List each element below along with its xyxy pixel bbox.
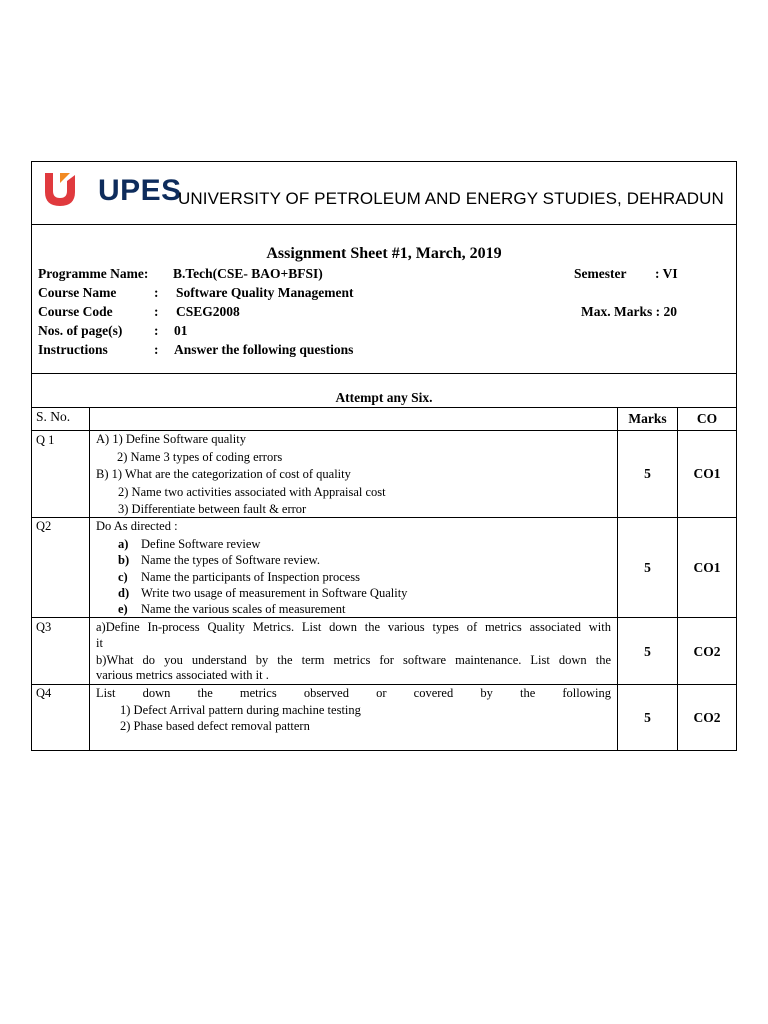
q2-intro: Do As directed :: [96, 519, 178, 533]
q2-item-text: Write two usage of measurement in Software Quality: [141, 586, 408, 600]
col-divider-question: [617, 407, 618, 751]
q4-line: 2) Phase based defect removal pattern: [120, 719, 310, 733]
university-name: UNIVERSITY OF PETROLEUM AND ENERGY STUDIES, DEHRADUN: [178, 189, 724, 208]
q1-line: 2) Name 3 types of coding errors: [117, 450, 283, 464]
instructions-label: Instructions: [38, 342, 108, 357]
logo-text: UPES: [98, 174, 182, 207]
q4-marks: 5: [644, 710, 651, 725]
assignment-title: Assignment Sheet #1, March, 2019: [266, 245, 502, 262]
q3-line: b)What do you understand by the term metrics for software maintenance. List down the: [96, 653, 611, 667]
course-code-colon: :: [154, 304, 159, 319]
course-name-value: Software Quality Management: [176, 285, 354, 300]
semester-value: : VI: [655, 266, 678, 281]
q1-line: A) 1) Define Software quality: [96, 432, 246, 446]
q4-line: List down the metrics observed or covered by the following: [96, 686, 611, 700]
q2-marks: 5: [644, 560, 651, 575]
q3-line: it: [96, 636, 103, 650]
table-header-top: [31, 407, 737, 408]
q3-co: CO2: [693, 644, 721, 659]
border-top: [31, 161, 737, 162]
max-marks: Max. Marks : 20: [581, 304, 677, 319]
q2-co: CO1: [693, 560, 721, 575]
upes-logo: [44, 169, 184, 209]
header-co: CO: [696, 411, 718, 426]
q1-line: 2) Name two activities associated with Appraisal cost: [118, 485, 386, 499]
pages-value: 01: [174, 323, 188, 338]
assignment-sheet: [31, 161, 737, 751]
q1-line: B) 1) What are the categorization of cost of quality: [96, 467, 351, 481]
q2-item-text: Define Software review: [141, 537, 261, 551]
header-marks: Marks: [628, 411, 667, 426]
q1-marks: 5: [644, 466, 651, 481]
q2-item-letter: b): [118, 553, 130, 567]
course-name-label: Course Name: [38, 285, 117, 300]
q2-item-text: Name the various scales of measurement: [141, 602, 346, 616]
q2-item-letter: d): [118, 586, 130, 600]
q1-number: Q 1: [36, 433, 55, 447]
q2-item-text: Name the participants of Inspection process: [141, 570, 361, 584]
q2-item-text: Name the types of Software review.: [141, 553, 320, 567]
q4-co: CO2: [693, 710, 721, 725]
q2-item-letter: c): [118, 570, 128, 584]
instructions-colon: :: [154, 342, 159, 357]
col-divider-sno: [89, 407, 90, 751]
q3-line: various metrics associated with it .: [96, 668, 269, 682]
col-divider-marks: [677, 407, 678, 751]
q2-number: Q2: [36, 519, 52, 533]
q3-number: Q3: [36, 620, 52, 634]
instructions-value: Answer the following questions: [174, 342, 354, 357]
q2-item-letter: a): [118, 537, 129, 551]
q4-number: Q4: [36, 686, 52, 700]
pages-colon: :: [154, 323, 159, 338]
border-bottom: [31, 750, 737, 751]
q1-line: 3) Differentiate between fault & error: [118, 502, 307, 516]
q4-line: 1) Defect Arrival pattern during machine testing: [120, 703, 361, 717]
course-name-colon: :: [154, 285, 159, 300]
attempt-instruction: Attempt any Six.: [335, 390, 433, 405]
programme-label: Programme Name:: [38, 266, 149, 281]
header-divider: [31, 224, 737, 225]
semester-label: Semester: [574, 266, 627, 281]
q2-item-letter: e): [118, 602, 128, 616]
programme-value: B.Tech(CSE- BAO+BFSI): [173, 266, 323, 281]
course-code-label: Course Code: [38, 304, 113, 319]
meta-divider: [31, 373, 737, 374]
header-sno: S. No.: [36, 409, 71, 424]
q1-co: CO1: [693, 466, 721, 481]
q3-line: a)Define In-process Quality Metrics. List down the various types of metrics associated with: [96, 620, 611, 634]
course-code-value: CSEG2008: [176, 304, 240, 319]
upes-logo-icon: [44, 171, 76, 207]
q3-marks: 5: [644, 644, 651, 659]
pages-label: Nos. of page(s): [38, 323, 123, 338]
row-divider-q2: [31, 617, 737, 618]
